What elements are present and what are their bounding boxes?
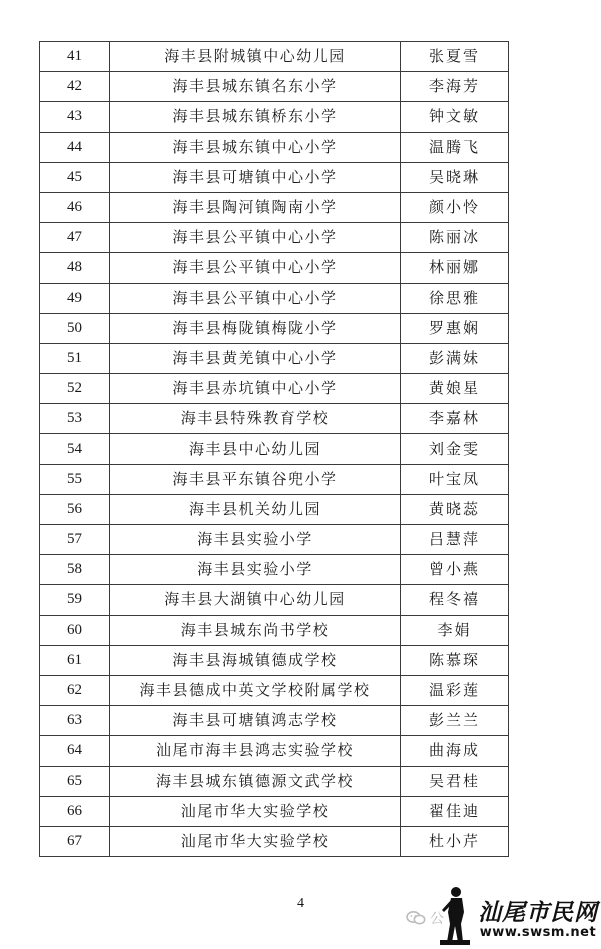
school-cell: 海丰县城东尚书学校	[110, 615, 401, 645]
teacher-name-cell: 李嘉林	[401, 404, 509, 434]
school-cell: 海丰县平东镇谷兜小学	[110, 464, 401, 494]
teacher-name-cell: 黄娘星	[401, 374, 509, 404]
row-number-cell: 65	[40, 766, 110, 796]
teacher-name-cell: 徐思雅	[401, 283, 509, 313]
teacher-name-cell: 温彩莲	[401, 675, 509, 705]
school-cell: 海丰县海城镇德成学校	[110, 645, 401, 675]
table-row	[40, 706, 509, 736]
teacher-name-cell: 翟佳迪	[401, 796, 509, 826]
row-number-cell: 60	[40, 615, 110, 645]
table-row	[40, 42, 509, 72]
row-number-cell: 54	[40, 434, 110, 464]
teacher-name-cell: 彭满妹	[401, 343, 509, 373]
school-cell: 海丰县附城镇中心幼儿园	[110, 42, 401, 72]
teacher-name-cell: 程冬禧	[401, 585, 509, 615]
school-cell: 汕尾市华大实验学校	[110, 796, 401, 826]
teacher-name-cell: 陈慕琛	[401, 645, 509, 675]
table-row	[40, 675, 509, 705]
table-row	[40, 72, 509, 102]
row-number-cell: 51	[40, 343, 110, 373]
row-number-cell: 61	[40, 645, 110, 675]
teacher-name-cell: 叶宝凤	[401, 464, 509, 494]
teacher-name-cell: 黄晓蕊	[401, 494, 509, 524]
row-number-cell: 66	[40, 796, 110, 826]
teacher-name-cell: 张夏雪	[401, 42, 509, 72]
table-row	[40, 555, 509, 585]
school-cell: 海丰县可塘镇鸿志学校	[110, 706, 401, 736]
teacher-name-cell: 颜小怜	[401, 192, 509, 222]
teacher-name-cell: 李娟	[401, 615, 509, 645]
site-name: 汕尾市民网	[478, 899, 598, 926]
table-row	[40, 615, 509, 645]
row-number-cell: 48	[40, 253, 110, 283]
school-cell: 海丰县可塘镇中心小学	[110, 162, 401, 192]
teacher-name-cell: 陈丽冰	[401, 223, 509, 253]
teacher-name-cell: 林丽娜	[401, 253, 509, 283]
table-row	[40, 253, 509, 283]
school-cell: 海丰县城东镇德源文武学校	[110, 766, 401, 796]
table-row	[40, 162, 509, 192]
table-row	[40, 283, 509, 313]
teacher-name-cell: 罗惠娴	[401, 313, 509, 343]
table-row	[40, 796, 509, 826]
table-row	[40, 374, 509, 404]
teacher-name-cell: 彭兰兰	[401, 706, 509, 736]
row-number-cell: 47	[40, 223, 110, 253]
table-row	[40, 645, 509, 675]
school-cell: 海丰县机关幼儿园	[110, 494, 401, 524]
school-cell: 海丰县特殊教育学校	[110, 404, 401, 434]
table-row	[40, 826, 509, 856]
school-cell: 海丰县公平镇中心小学	[110, 283, 401, 313]
table-row	[40, 434, 509, 464]
teacher-name-cell: 曾小燕	[401, 555, 509, 585]
table-row	[40, 766, 509, 796]
table-row	[40, 192, 509, 222]
teacher-name-cell: 吕慧萍	[401, 525, 509, 555]
table-row	[40, 223, 509, 253]
site-logo-figure	[434, 884, 474, 946]
roster-body	[40, 42, 509, 857]
row-number-cell: 43	[40, 102, 110, 132]
page-number: 4	[297, 896, 304, 911]
school-cell: 海丰县黄羌镇中心小学	[110, 343, 401, 373]
school-cell: 海丰县德成中英文学校附属学校	[110, 675, 401, 705]
school-cell: 海丰县实验小学	[110, 525, 401, 555]
row-number-cell: 58	[40, 555, 110, 585]
row-number-cell: 63	[40, 706, 110, 736]
table-row	[40, 404, 509, 434]
school-cell: 海丰县公平镇中心小学	[110, 223, 401, 253]
row-number-cell: 41	[40, 42, 110, 72]
table-row	[40, 313, 509, 343]
row-number-cell: 56	[40, 494, 110, 524]
wechat-account-text: 公	[430, 911, 444, 927]
school-cell: 海丰县梅陇镇梅陇小学	[110, 313, 401, 343]
row-number-cell: 64	[40, 736, 110, 766]
teacher-name-cell: 吴晓琳	[401, 162, 509, 192]
school-cell: 海丰县城东镇名东小学	[110, 72, 401, 102]
row-number-cell: 46	[40, 192, 110, 222]
teacher-name-cell: 杜小芹	[401, 826, 509, 856]
site-watermark	[478, 900, 598, 940]
row-number-cell: 42	[40, 72, 110, 102]
row-number-cell: 67	[40, 826, 110, 856]
school-cell: 海丰县赤坑镇中心小学	[110, 374, 401, 404]
school-cell: 海丰县陶河镇陶南小学	[110, 192, 401, 222]
table-row	[40, 102, 509, 132]
row-number-cell: 52	[40, 374, 110, 404]
school-cell: 海丰县中心幼儿园	[110, 434, 401, 464]
roster-table	[39, 41, 509, 857]
site-url: www.swsm.net	[479, 925, 597, 941]
table-row	[40, 132, 509, 162]
teacher-name-cell: 钟文敏	[401, 102, 509, 132]
teacher-name-cell: 吴君桂	[401, 766, 509, 796]
row-number-cell: 44	[40, 132, 110, 162]
table-row	[40, 585, 509, 615]
table-row	[40, 464, 509, 494]
teacher-name-cell: 曲海成	[401, 736, 509, 766]
teacher-name-cell: 李海芳	[401, 72, 509, 102]
teacher-name-cell: 刘金雯	[401, 434, 509, 464]
school-cell: 汕尾市华大实验学校	[110, 826, 401, 856]
row-number-cell: 49	[40, 283, 110, 313]
table-row	[40, 494, 509, 524]
row-number-cell: 45	[40, 162, 110, 192]
row-number-cell: 50	[40, 313, 110, 343]
school-cell: 海丰县大湖镇中心幼儿园	[110, 585, 401, 615]
table-row	[40, 343, 509, 373]
row-number-cell: 62	[40, 675, 110, 705]
table-row	[40, 525, 509, 555]
school-cell: 汕尾市海丰县鸿志实验学校	[110, 736, 401, 766]
row-number-cell: 55	[40, 464, 110, 494]
row-number-cell: 53	[40, 404, 110, 434]
school-cell: 海丰县城东镇桥东小学	[110, 102, 401, 132]
school-cell: 海丰县城东镇中心小学	[110, 132, 401, 162]
wechat-icon	[406, 910, 426, 926]
school-cell: 海丰县公平镇中心小学	[110, 253, 401, 283]
row-number-cell: 59	[40, 585, 110, 615]
teacher-name-cell: 温腾飞	[401, 132, 509, 162]
school-cell: 海丰县实验小学	[110, 555, 401, 585]
table-row	[40, 736, 509, 766]
row-number-cell: 57	[40, 525, 110, 555]
